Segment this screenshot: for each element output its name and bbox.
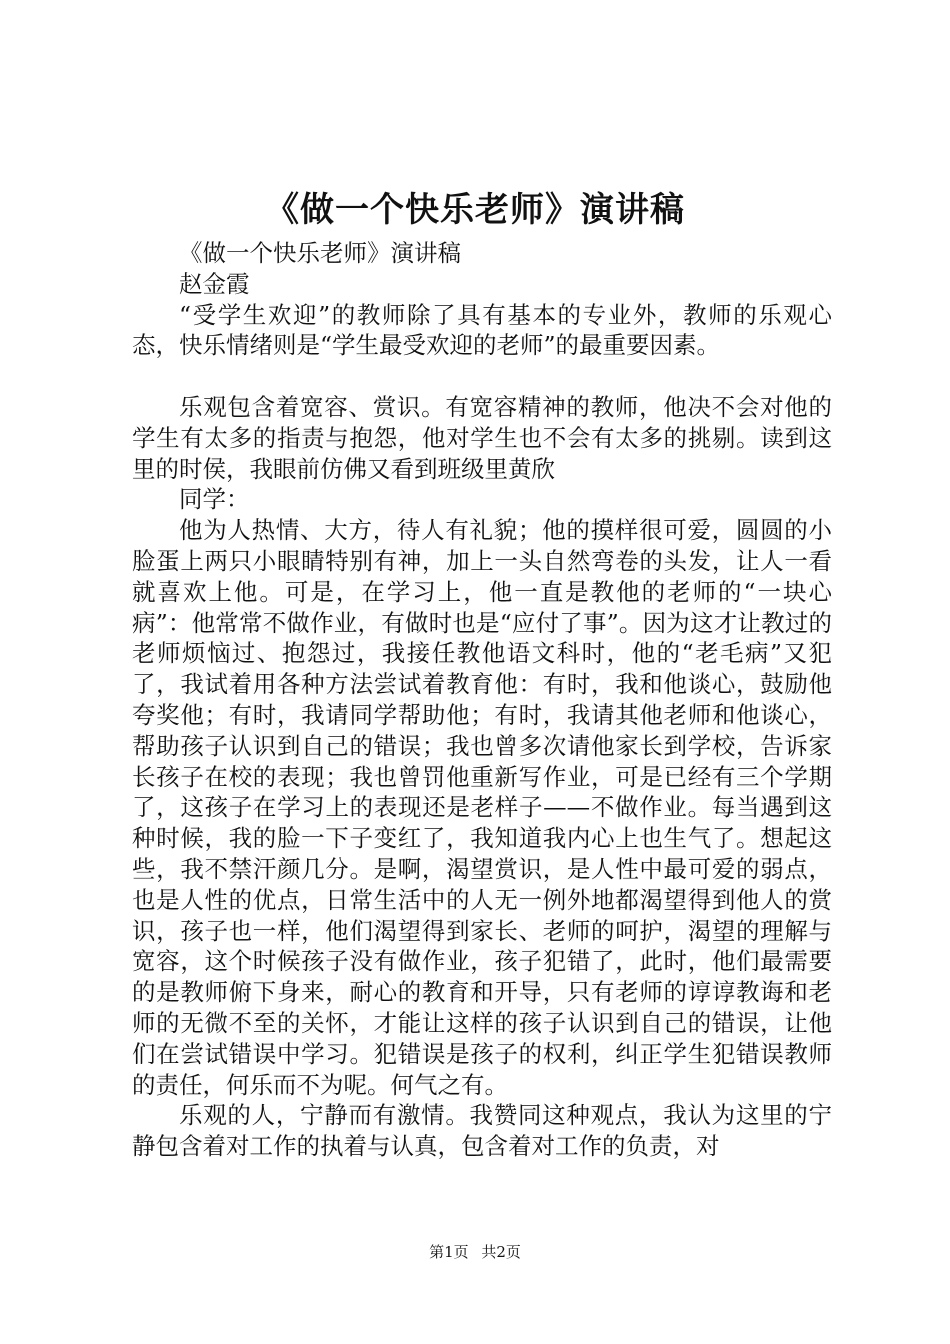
document-title: 《做一个快乐老师》演讲稿 <box>265 190 685 230</box>
subtitle-paragraph: 《做一个快乐老师》演讲稿 <box>179 239 461 267</box>
paragraph-spacer <box>132 361 832 392</box>
author-paragraph: 赵金霞 <box>179 269 250 298</box>
page-total: 共2页 <box>481 1243 521 1261</box>
page-footer <box>0 1242 950 1262</box>
body-paragraph: 乐观的人，宁静而有激情。我赞同这种观点，我认为这里的宁静包含着对工作的执着与认真，包含着对工作的负责，对 <box>132 1101 832 1161</box>
body-paragraph: 他为人热情、大方，待人有礼貌；他的摸样很可爱，圆圆的小脸蛋上两只小眼睛特别有神，加上一头自然弯卷的头发，让人一看就喜欢上他。可是，在学习上，他一直是教他的老师的“一块心病”：他常常不做作业，有做时也是“应付了事”。因为这才让教过的老师烦恼过、抱怨过，我接任教他语文科时，他的“老毛病”又犯了，我试着用各种方法尝试着教育他：有时，我和他谈心，鼓励他夸奖他；有时，我请同学帮助他；有时，我请其他老师和他谈心，帮助孩子认识到自己的错误；我也曾多次请他家长到学校，告诉家长孩子在校的表现；我也曾罚他重新写作业，可是已经有三个学期了，这孩子在学习上的表现还是老样子——不做作业。每当遇到这种时候，我的脸一下子变红了，我知道我内心上也生气了。想起这些，我不禁汗颜几分。是啊，渴望赏识，是人性中最可爱的弱点，也是人性的优点，日常生活中的人无一例外地都渴望得到他人的赏识，孩子也一样，他们渴望得到家长、老师的呵护，渴望的理解与宽容，这个时候孩子没有做作业，孩子犯错了，此时，他们最需要的是教师俯下身来，耐心的教育和开导，只有老师的谆谆教诲和老师的无微不至的关怀，才能让这样的孩子认识到自己的错误，让他们在尝试错误中学习。犯错误是孩子的权利，纠正学生犯错误教师的责任，何乐而不为呢。何气之有。 <box>132 516 832 1099</box>
body-paragraph: “受学生欢迎”的教师除了具有基本的专业外，教师的乐观心态，快乐情绪则是“学生最受欢迎的老师”的最重要因素。 <box>132 300 832 360</box>
body-paragraph: 乐观包含着宽容、赏识。有宽容精神的教师，他决不会对他的学生有太多的指责与抱怨，他对学生也不会有太多的挑剔。读到这里的时侯，我眼前仿佛又看到班级里黄欣 <box>132 392 832 483</box>
document-body <box>132 238 832 1162</box>
body-paragraph: 同学： <box>179 485 250 514</box>
page-number: 第1页 <box>429 1243 469 1261</box>
